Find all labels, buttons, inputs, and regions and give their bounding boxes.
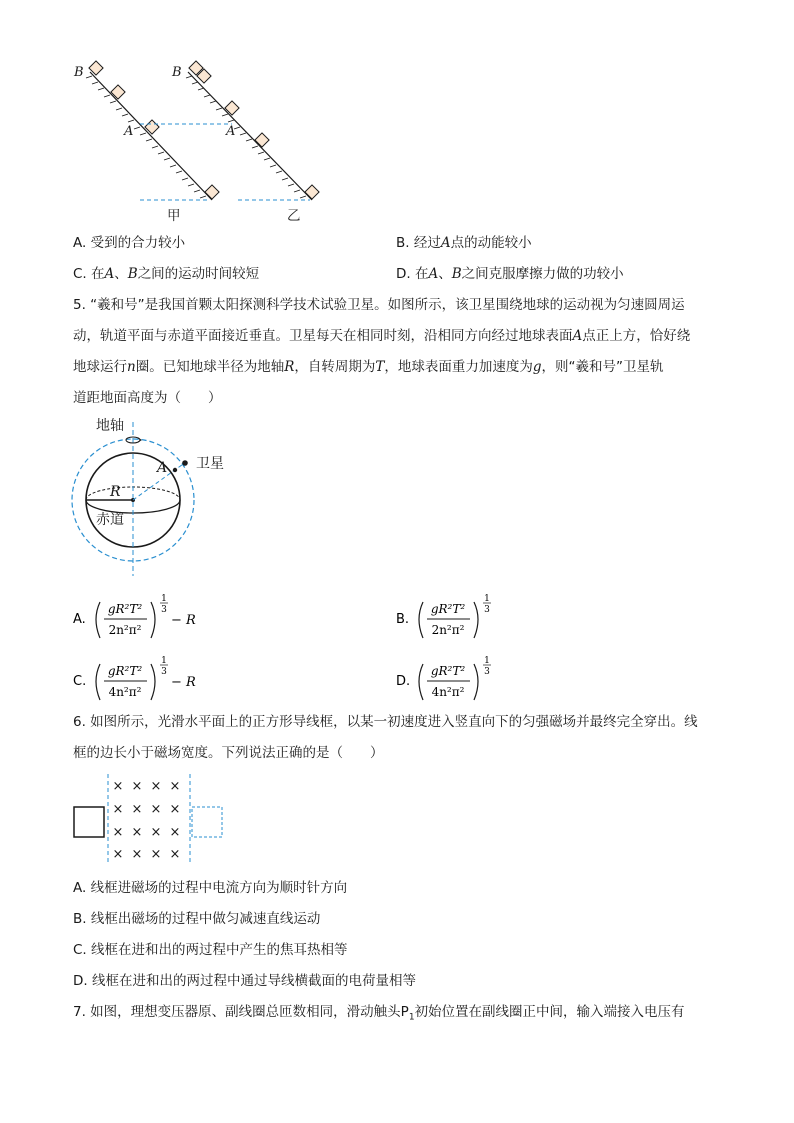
axis-label: 地轴 [96, 418, 124, 434]
fraction-numerator: gR²T² [430, 664, 466, 678]
q4-option-d-var2: B [451, 266, 462, 282]
q5-line-2 [73, 326, 690, 346]
square-loop [74, 807, 104, 837]
field-cross: × [150, 825, 162, 840]
fraction-numerator: gR²T² [107, 602, 143, 616]
fraction-numerator: gR²T² [107, 664, 143, 678]
field-cross: × [150, 779, 162, 794]
square-loop-ghost [192, 807, 222, 837]
option-letter: D. [396, 674, 411, 689]
q4-option-c-var1: A [104, 266, 115, 282]
field-cross: × [112, 847, 124, 862]
left-paren [96, 664, 100, 700]
exponent-denominator: 3 [484, 605, 490, 615]
right-paren [151, 664, 155, 700]
field-cross: × [169, 825, 181, 840]
equator-label: 赤道 [96, 512, 124, 528]
q5-line-3e: ，则“羲和号”卫星轨 [541, 359, 664, 375]
q4-option-c-suffix: 之间的运动时间较短 [137, 266, 260, 282]
exponent-numerator: 1 [161, 594, 167, 604]
q5-option-b[interactable] [396, 592, 536, 650]
q7-line-1a: 7. 如图，理想变压器原、副线圈总匝数相同，滑动触头 [73, 1004, 401, 1020]
field-cross: × [169, 779, 181, 794]
label-A-jia: A [124, 124, 134, 139]
left-paren [96, 602, 100, 638]
q5-line-3b: 圈。已知地球半径为地轴 [135, 359, 285, 375]
fraction-numerator: gR²T² [430, 602, 466, 616]
q4-option-c-var2: B [127, 266, 138, 282]
q5-var-T: T [375, 359, 385, 375]
caption-yi: 乙 [287, 208, 301, 224]
q5-line-2a: 动，轨道平面与赤道平面接近垂直。卫星每天在相同时刻，沿相同方向经过地球表面 [73, 328, 573, 344]
option-letter: C. [73, 674, 87, 689]
fraction-denominator: 2n²π² [108, 623, 142, 637]
earth-figure [70, 420, 250, 580]
q7-P: P [400, 1004, 409, 1020]
field-cross: × [169, 802, 181, 817]
q6-line-1: 6. 如图所示，光滑水平面上的正方形导线框，以某一初速度进入竖直向下的匀强磁场并最终完全穿出。线 [73, 714, 698, 730]
q5-option-a[interactable] [73, 592, 213, 650]
label-B-jia: B [74, 65, 84, 80]
q6-option-b[interactable]: B. 线框出磁场的过程中做匀减速直线运动 [73, 911, 321, 927]
q4-option-c[interactable] [73, 264, 259, 284]
q7-P-sub: 1 [408, 1012, 415, 1023]
q4-option-d-sep: 、 [438, 266, 452, 282]
field-cross: × [112, 825, 124, 840]
field-cross: × [150, 802, 162, 817]
left-paren [419, 602, 423, 638]
q5-var-g: g [532, 359, 542, 375]
q6-line-2: 框的边长小于磁场宽度。下列说法正确的是（ ） [73, 745, 384, 761]
option-letter: B. [396, 612, 410, 627]
q4-option-d-var1: A [428, 266, 439, 282]
label-A-yi: A [226, 124, 236, 139]
q5-option-d[interactable] [396, 654, 536, 712]
satellite-dot [182, 460, 188, 466]
q7-line-1 [73, 1002, 685, 1028]
q6-option-c[interactable]: C. 线框在进和出的两过程中产生的焦耳热相等 [73, 942, 348, 958]
q5-line-3c: ，自转周期为 [294, 359, 376, 375]
q5-line-4: 道距地面高度为（ ） [73, 390, 222, 406]
fraction-denominator: 2n²π² [431, 623, 465, 637]
block [255, 133, 269, 147]
right-paren [474, 602, 478, 638]
field-cross: × [112, 779, 124, 794]
q5-line-3d: ，地球表面重力加速度为 [384, 359, 533, 375]
field-cross: × [169, 847, 181, 862]
field-cross: × [150, 847, 162, 862]
fraction-denominator: 4n²π² [108, 685, 142, 699]
q4-option-d-prefix: D. 在 [396, 266, 429, 282]
field-cross: × [131, 825, 143, 840]
right-paren [474, 664, 478, 700]
q4-option-b-suffix: 点的动能较小 [450, 235, 532, 251]
fraction-denominator: 4n²π² [431, 685, 465, 699]
right-paren [151, 602, 155, 638]
block [205, 185, 219, 199]
q5-option-c[interactable] [73, 654, 213, 712]
magnetic-field-figure [70, 772, 240, 864]
q4-option-b-var: A [440, 235, 451, 251]
field-cross: × [112, 802, 124, 817]
exponent-denominator: 3 [161, 605, 167, 615]
q4-option-b-prefix: B. 经过 [396, 235, 441, 251]
q7-line-1b: 初始位置在副线圈正中间，输入端接入电压有 [414, 1004, 685, 1020]
q4-option-b[interactable] [396, 233, 532, 253]
radius-R-label: R [110, 484, 121, 500]
q5-var-R: R [284, 359, 295, 375]
incline-figure [60, 58, 360, 230]
field-cross: × [131, 802, 143, 817]
q5-var-A: A [572, 328, 583, 344]
exponent-numerator: 1 [484, 656, 490, 666]
left-paren [419, 664, 423, 700]
q4-option-d-suffix: 之间克服摩擦力做的功较小 [461, 266, 624, 282]
field-cross: × [131, 779, 143, 794]
q5-line-3 [73, 357, 664, 377]
field-crosses [113, 779, 181, 862]
exponent-denominator: 3 [161, 667, 167, 677]
q6-option-d[interactable]: D. 线框在进和出的两过程中通过导线横截面的电荷量相等 [73, 973, 416, 989]
satellite-label: 卫星 [196, 456, 224, 472]
caption-jia: 甲 [167, 208, 181, 224]
q5-line-2b: 点正上方，恰好绕 [582, 328, 691, 344]
minus-R: − R [171, 675, 196, 690]
exponent-denominator: 3 [484, 667, 490, 677]
incline-jia [86, 61, 219, 200]
q6-option-a[interactable]: A. 线框进磁场的过程中电流方向为顺时针方向 [73, 880, 348, 896]
q4-option-a[interactable]: A. 受到的合力较小 [73, 235, 186, 251]
exponent-numerator: 1 [484, 594, 490, 604]
q5-line-1: 5. “羲和号”是我国首颗太阳探测科学技术试验卫星。如图所示，该卫星围绕地球的运动视为匀速圆周运 [73, 297, 685, 313]
incline-yi [186, 61, 319, 200]
point-A [173, 468, 177, 472]
field-cross: × [131, 847, 143, 862]
q5-var-n: n [127, 359, 136, 375]
option-letter: A. [73, 612, 86, 627]
q4-option-c-sep: 、 [114, 266, 128, 282]
q5-line-3a: 地球运行 [73, 359, 127, 375]
block [305, 185, 319, 199]
minus-R: − R [171, 613, 196, 628]
point-A-label: A [157, 460, 168, 476]
q4-option-d[interactable] [396, 264, 624, 284]
q4-option-c-prefix: C. 在 [73, 266, 105, 282]
exponent-numerator: 1 [161, 656, 167, 666]
label-B-yi: B [172, 65, 182, 80]
